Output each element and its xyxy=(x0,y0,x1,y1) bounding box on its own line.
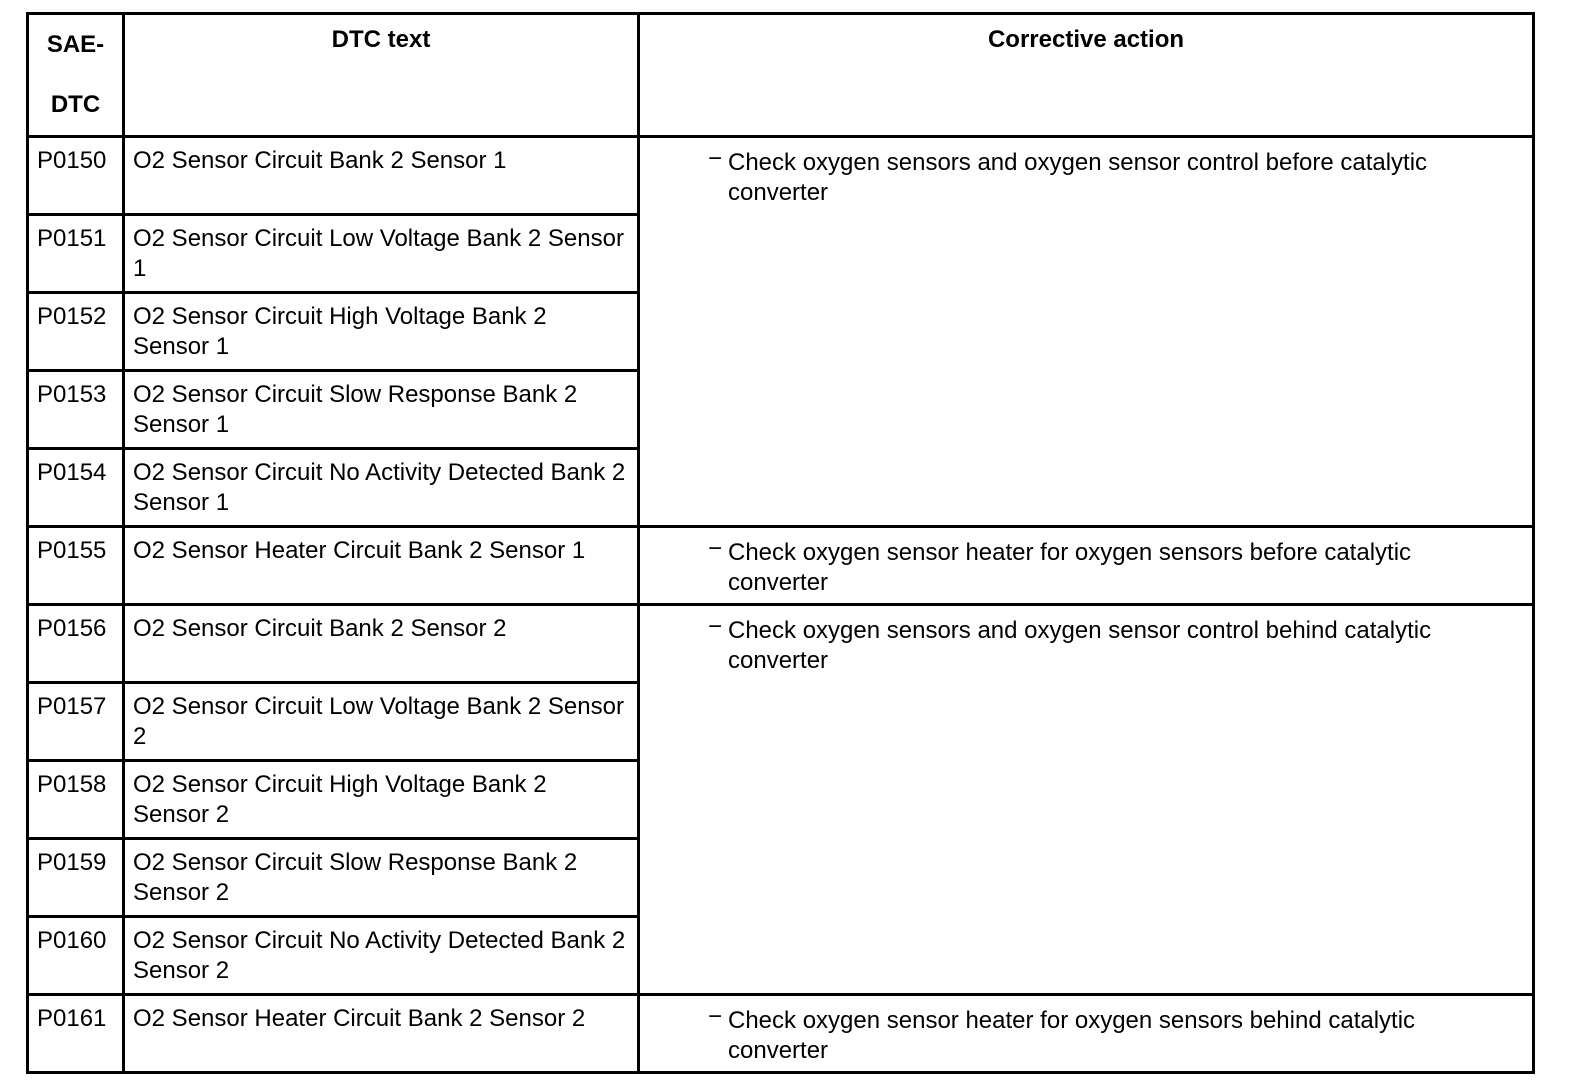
corrective-action-cell xyxy=(639,527,1534,605)
dtc-text-cell: O2 Sensor Circuit Low Voltage Bank 2 Sensor 1 xyxy=(124,215,639,293)
header-corrective-action: Corrective action xyxy=(639,14,1534,137)
dtc-code-cell: P0156 xyxy=(28,605,124,683)
dtc-text-cell: O2 Sensor Circuit High Voltage Bank 2 Sensor 2 xyxy=(124,761,639,839)
dtc-text-cell: O2 Sensor Circuit Low Voltage Bank 2 Sensor 2 xyxy=(124,683,639,761)
dtc-code-cell: P0152 xyxy=(28,293,124,371)
dtc-code-cell: P0157 xyxy=(28,683,124,761)
dash-bullet: − xyxy=(708,535,723,562)
dtc-code-cell: P0151 xyxy=(28,215,124,293)
dtc-text-cell: O2 Sensor Heater Circuit Bank 2 Sensor 1 xyxy=(124,527,639,605)
dtc-text-cell: O2 Sensor Circuit No Activity Detected Bank 2 Sensor 2 xyxy=(124,917,639,995)
dtc-text-cell: O2 Sensor Circuit Slow Response Bank 2 Sensor 2 xyxy=(124,839,639,917)
corrective-action-cell xyxy=(639,605,1534,995)
dtc-code-cell: P0153 xyxy=(28,371,124,449)
corrective-action-text: Check oxygen sensors and oxygen sensor control before catalytic converter xyxy=(728,149,1428,206)
dash-bullet: − xyxy=(708,1003,723,1030)
dtc-text-cell: O2 Sensor Circuit Bank 2 Sensor 1 xyxy=(124,137,639,215)
dtc-text-cell: O2 Sensor Circuit No Activity Detected Bank 2 Sensor 1 xyxy=(124,449,639,527)
corrective-action-text: Check oxygen sensor heater for oxygen sensors behind catalytic converter xyxy=(728,1007,1416,1064)
dtc-code-cell: P0150 xyxy=(28,137,124,215)
dtc-text-cell: O2 Sensor Circuit Slow Response Bank 2 Sensor 1 xyxy=(124,371,639,449)
table-row xyxy=(28,995,1534,1073)
table-row xyxy=(28,137,1534,215)
dtc-code-cell: P0154 xyxy=(28,449,124,527)
dtc-table xyxy=(26,12,1535,1074)
header-dtc-text: DTC text xyxy=(124,14,639,137)
header-sae-dtc xyxy=(28,14,124,137)
header-sae-dtc-line1: SAE- xyxy=(46,31,105,58)
dtc-code-cell: P0161 xyxy=(28,995,124,1073)
dtc-code-cell: P0158 xyxy=(28,761,124,839)
dtc-text-cell: O2 Sensor Circuit High Voltage Bank 2 Sensor 1 xyxy=(124,293,639,371)
dtc-text-cell: O2 Sensor Heater Circuit Bank 2 Sensor 2 xyxy=(124,995,639,1073)
dtc-code-cell: P0159 xyxy=(28,839,124,917)
table-row xyxy=(28,527,1534,605)
corrective-action-cell xyxy=(639,137,1534,527)
dash-bullet: − xyxy=(708,145,723,172)
table-row xyxy=(28,605,1534,683)
corrective-action-text: Check oxygen sensors and oxygen sensor control behind catalytic converter xyxy=(728,617,1432,674)
corrective-action-text: Check oxygen sensor heater for oxygen sensors before catalytic converter xyxy=(728,539,1412,596)
dash-bullet: − xyxy=(708,613,723,640)
corrective-action-cell xyxy=(639,995,1534,1073)
dtc-text-cell: O2 Sensor Circuit Bank 2 Sensor 2 xyxy=(124,605,639,683)
header-sae-dtc-line2: DTC xyxy=(50,91,101,118)
dtc-code-cell: P0155 xyxy=(28,527,124,605)
dtc-code-cell: P0160 xyxy=(28,917,124,995)
header-row xyxy=(28,14,1534,137)
